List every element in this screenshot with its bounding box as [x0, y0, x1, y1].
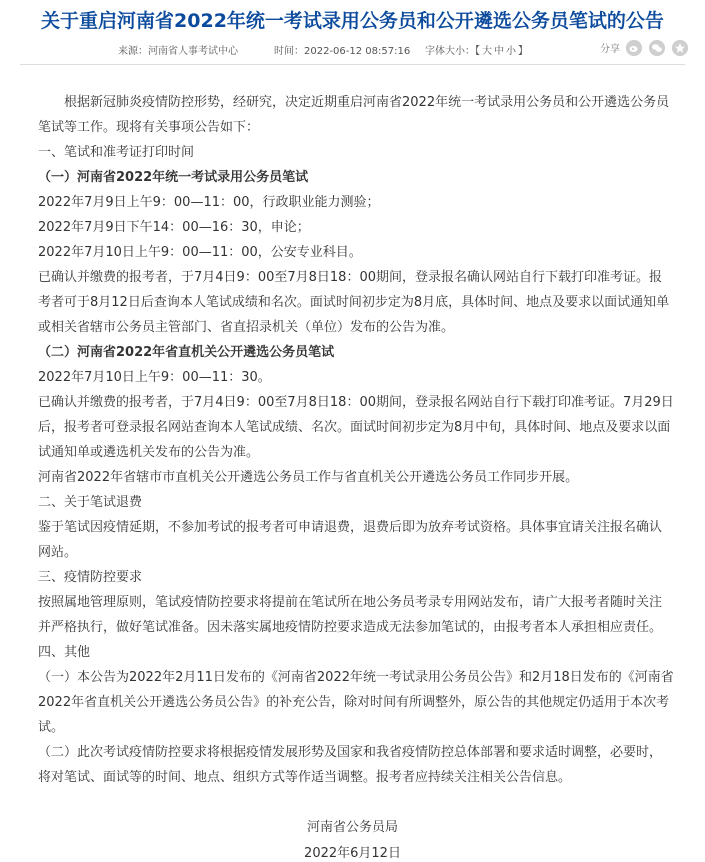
schedule-line-1: 2022年7月9日上午9：00—11：00，行政职业能力测验； [38, 195, 380, 210]
favorite-icon[interactable] [672, 40, 688, 56]
wechat-icon[interactable] [649, 40, 665, 56]
signature-date: 2022年6月12日 [304, 846, 401, 861]
source-label: 来源：河南省人事考试中心 [118, 46, 238, 57]
subsection-heading-1: （一）河南省2022年统一考试录用公务员笔试 [38, 170, 309, 185]
font-size-end: 】 [518, 46, 528, 57]
schedule-line-3: 2022年7月10日上午9：00—11：00，公安专业科目。 [38, 245, 362, 260]
admission-paragraph-2: 已确认并缴费的报考者，于7月4日9：00至7月8日18：00期间，登录报名网站自行下载打印准考证。7月29日后，报考者可登录报名网站查询本人笔试成绩、名次。面试时间初步定为8月中旬，具体时间、地点及要求以面试通知单或遴选机关发布的公告为准。 [38, 395, 674, 460]
schedule-line-4: 2022年7月10日上午9：00—11：30。 [38, 370, 271, 385]
font-size-control [424, 42, 529, 57]
font-small-button[interactable]: 小 [506, 46, 516, 57]
section-heading-1: 一、笔试和准考证打印时间 [38, 145, 195, 160]
publish-time: 时间：2022-06-12 08:57:16 [274, 46, 411, 57]
refund-paragraph: 鉴于笔试因疫情延期，不参加考试的报考者可申请退费，退费后即为放弃考试资格。具体事宜请关注报名确认网站。 [38, 520, 663, 560]
share-label: 分享 [600, 44, 620, 55]
section-heading-4: 四、其他 [38, 645, 91, 660]
schedule-line-2: 2022年7月9日下午14：00—16：30，申论； [38, 220, 310, 235]
section-heading-2: 二、关于笔试退费 [38, 495, 143, 510]
font-medium-button[interactable]: 中 [494, 46, 504, 57]
section-heading-3: 三、疫情防控要求 [38, 570, 143, 585]
epidemic-paragraph: 按照属地管理原则，笔试疫情防控要求将提前在笔试所在地公务员考录专用网站发布，请广大报考者随时关注并严格执行，做好笔试准备。因未落实属地疫情防控要求造成无法参加笔试的，由报考者本人承担相应责任。 [38, 595, 663, 635]
font-size-label: 字体大小：【 [425, 46, 480, 57]
weibo-icon[interactable] [626, 40, 642, 56]
header-divider [20, 64, 685, 65]
signature-org: 河南省公务员局 [306, 820, 398, 835]
city-selection-paragraph: 河南省2022年省辖市市直机关公开遴选公务员工作与省直机关公开遴选公务员工作同步开展。 [38, 470, 579, 485]
admission-paragraph-1: 已确认并缴费的报考者，于7月4日9：00至7月8日18：00期间，登录报名确认网站自行下载打印准考证。报考者可于8月12日后查询本人笔试成绩和名次。面试时间初步定为8月底，具体时间、地点及要求以面试通知单或相关省辖市公务员主管部门、省直招录机关（单位）发布的公告为准。 [38, 270, 670, 335]
other-paragraph-2: （二）此次考试疫情防控要求将根据疫情发展形势及国家和我省疫情防控总体部署和要求适时调整，必要时，将对笔试、面试等的时间、地点、组织方式等作适当调整。报考者应持续关注相关公告信息。 [38, 745, 663, 785]
other-paragraph-1: （一）本公告为2022年2月11日发布的《河南省2022年统一考试录用公务员公告》和2月18日发布的《河南省2022年省直机关公开遴选公务员公告》的补充公告，除对时间有所调整外，原公告的其他规定仍适用于本次考试。 [38, 670, 674, 735]
page-title: 关于重启河南省2022年统一考试录用公务员和公开遴选公务员笔试的公告 [41, 10, 664, 32]
subsection-heading-2: （二）河南省2022年省直机关公开遴选公务员笔试 [38, 345, 335, 360]
font-large-button[interactable]: 大 [482, 46, 492, 57]
intro-paragraph: 根据新冠肺炎疫情防控形势，经研究，决定近期重启河南省2022年统一考试录用公务员和公开遴选公务员笔试等工作。现将有关事项公告如下： [38, 95, 670, 135]
